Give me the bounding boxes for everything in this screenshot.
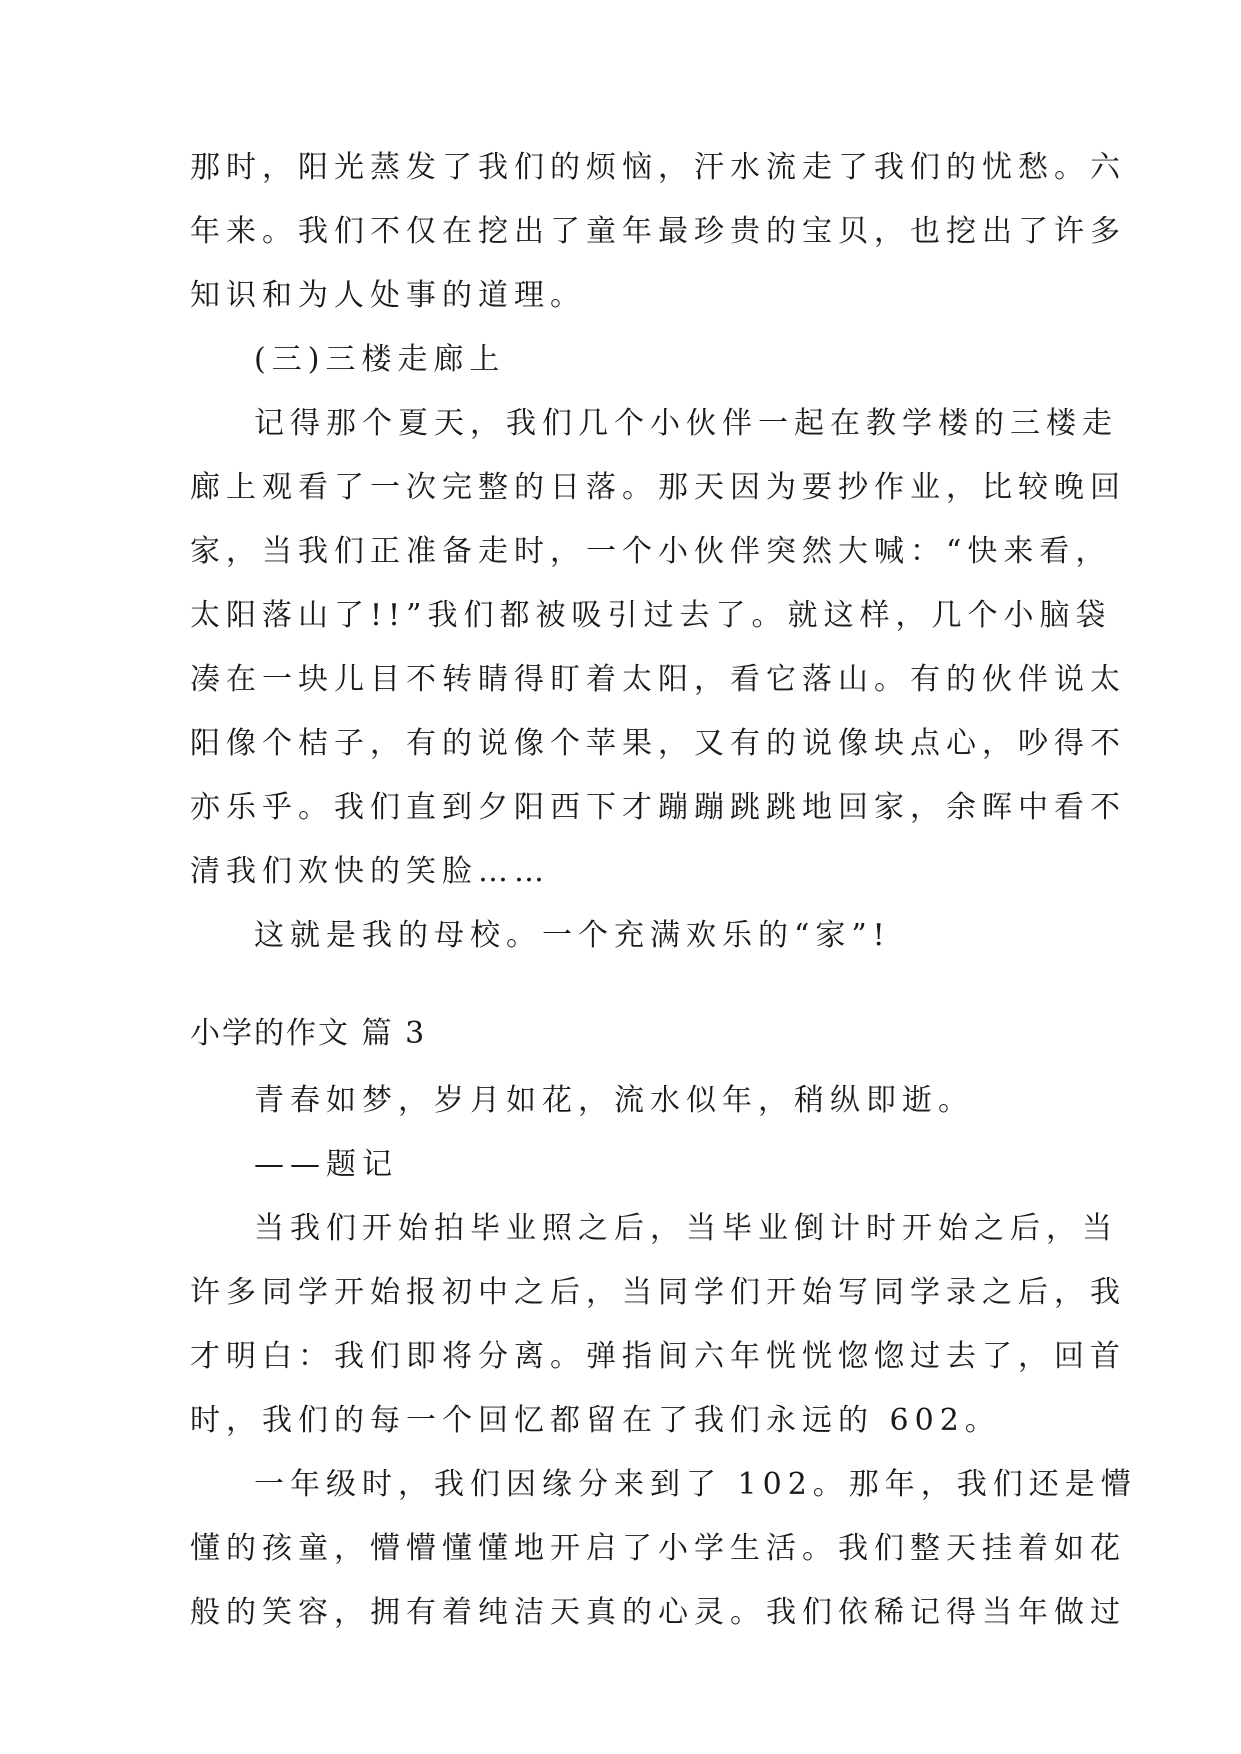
text-line: 廊上观看了一次完整的日落。那天因为要抄作业，比较晚回 — [190, 470, 1126, 505]
text-line: 一年级时，我们因缘分来到了 102。那年，我们还是懵 — [254, 1467, 1137, 1502]
text-line: 家，当我们正准备走时，一个小伙伴突然大喊：“快来看， — [190, 534, 1112, 569]
text-line: 当我们开始拍毕业照之后，当毕业倒计时开始之后，当 — [254, 1211, 1118, 1246]
text-line: 阳像个桔子，有的说像个苹果，又有的说像块点心，吵得不 — [190, 726, 1126, 761]
text-line: 年来。我们不仅在挖出了童年最珍贵的宝贝，也挖出了许多 — [190, 214, 1126, 249]
epigraph-line: 青春如梦，岁月如花，流水似年，稍纵即逝。 — [254, 1083, 974, 1118]
text-line: 亦乐乎。我们直到夕阳西下才蹦蹦跳跳地回家，余晖中看不 — [190, 790, 1126, 825]
text-line: 那时，阳光蒸发了我们的烦恼，汗水流走了我们的忧愁。六 — [190, 150, 1126, 185]
text-line: 太阳落山了!!”我们都被吸引过去了。就这样，几个小脑袋 — [190, 598, 1112, 633]
text-line: 般的笑容，拥有着纯洁天真的心灵。我们依稀记得当年做过 — [190, 1595, 1126, 1630]
text-line: 这就是我的母校。一个充满欢乐的“家”! — [254, 918, 891, 953]
text-line: 清我们欢快的笑脸…… — [190, 854, 550, 889]
article-heading: 小学的作文 篇 3 — [190, 1016, 427, 1051]
text-line: 时，我们的每一个回忆都留在了我们永远的 602。 — [190, 1403, 1001, 1438]
text-line: 知识和为人处事的道理。 — [190, 278, 586, 313]
text-line: 许多同学开始报初中之后，当同学们开始写同学录之后，我 — [190, 1275, 1126, 1310]
section-subheading: (三)三楼走廊上 — [254, 342, 506, 377]
text-line: 凑在一块儿目不转睛得盯着太阳，看它落山。有的伙伴说太 — [190, 662, 1126, 697]
text-line: 记得那个夏天，我们几个小伙伴一起在教学楼的三楼走 — [254, 406, 1118, 441]
text-line: 才明白：我们即将分离。弹指间六年恍恍惚惚过去了，回首 — [190, 1339, 1126, 1374]
text-line: 懂的孩童，懵懵懂懂地开启了小学生活。我们整天挂着如花 — [190, 1531, 1126, 1566]
epigraph-attribution: ——题记 — [254, 1147, 398, 1182]
